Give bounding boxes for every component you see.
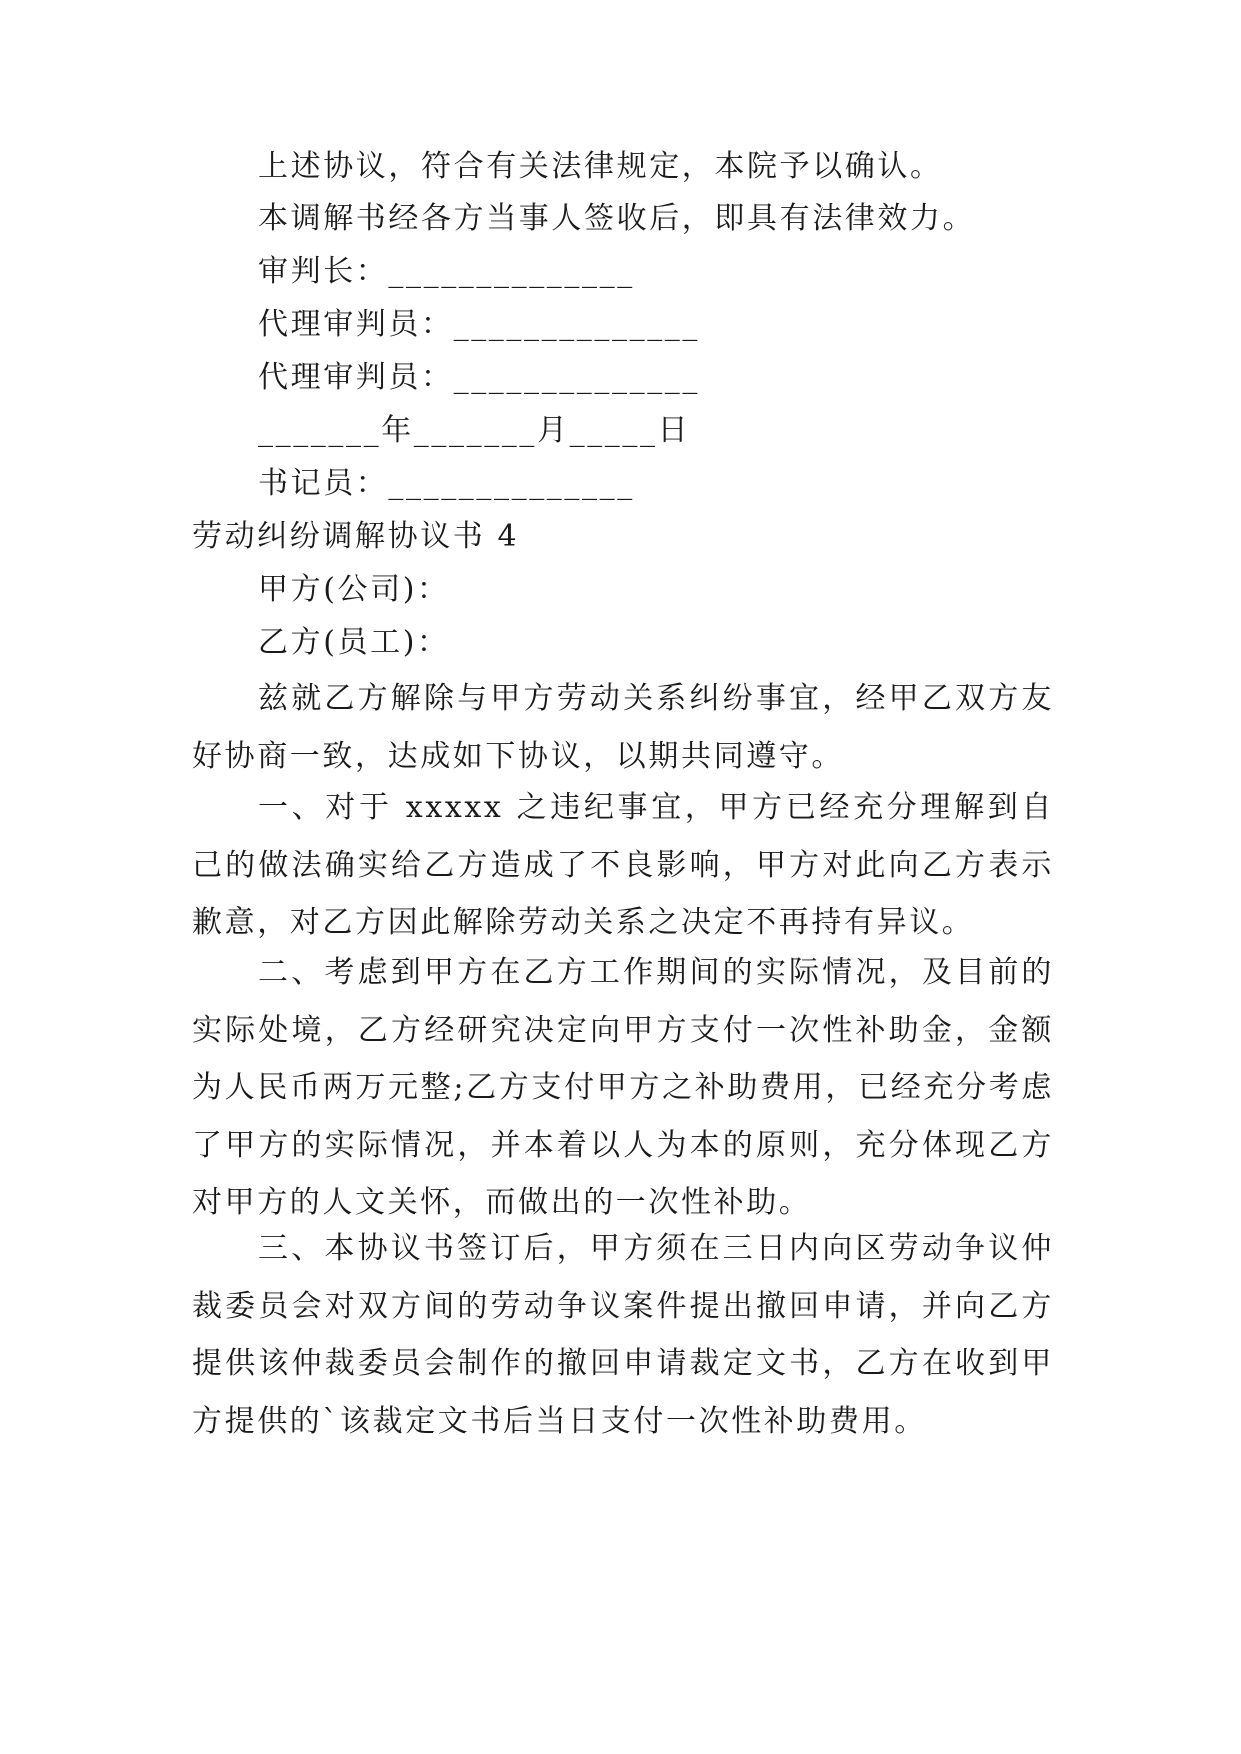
party-b-line: 乙方(员工)： xyxy=(258,625,450,660)
party-a-line: 甲方(公司)： xyxy=(258,572,450,607)
date-line: _______年_______月_____日 xyxy=(258,413,691,448)
effect-line: 本调解书经各方当事人签收后，即具有法律效力。 xyxy=(258,201,976,236)
clause-one-paragraph: 一、对于 xxxxx 之违纪事宜，甲方已经充分理解到自己的做法确实给乙方造成了不良影响，甲方对此向乙方表示歉意，对乙方因此解除劳动关系之决定不再持有异议。 xyxy=(192,790,1054,940)
chief-judge-line: 审判长：______________ xyxy=(258,254,635,289)
intro-paragraph: 兹就乙方解除与甲方劳动关系纠纷事宜，经甲乙双方友好协商一致，达成如下协议，以期共同遵守。 xyxy=(192,681,1054,774)
clause-three-paragraph: 三、本协议书签订后，甲方须在三日内向区劳动争议仲裁委员会对双方间的劳动争议案件提出撤回申请，并向乙方提供该仲裁委员会制作的撤回申请裁定文书，乙方在收到甲方提供的`该裁定文书后当日支付一次性补助费用。 xyxy=(192,1231,1054,1439)
acting-judge-line-1: 代理审判员：______________ xyxy=(258,307,700,342)
clause-two-paragraph: 二、考虑到甲方在乙方工作期间的实际情况，及目前的实际处境，乙方经研究决定向甲方支付一次性补助金，金额为人民币两万元整;乙方支付甲方之补助费用，已经充分考虑了甲方的实际情况，并本着以人为本的原则，充分体现乙方对甲方的人文关怀，而做出的一次性补助。 xyxy=(192,955,1054,1220)
section-title: 劳动纠纷调解协议书 4 xyxy=(192,519,520,554)
acting-judge-line-2: 代理审判员：______________ xyxy=(258,360,700,395)
confirmation-line: 上述协议，符合有关法律规定，本院予以确认。 xyxy=(258,149,943,184)
clerk-line: 书记员：______________ xyxy=(258,466,635,501)
